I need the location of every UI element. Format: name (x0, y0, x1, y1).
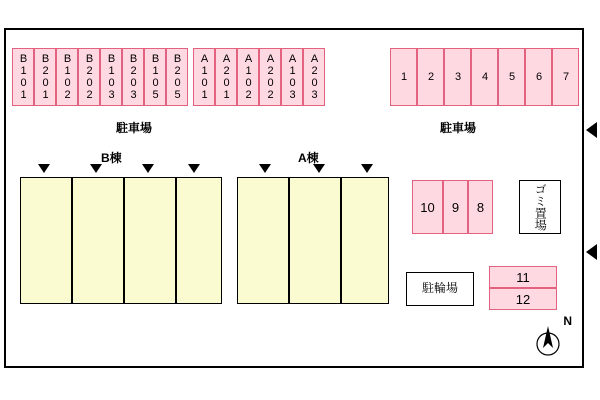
parking-stall[interactable]: B203 (122, 48, 144, 106)
entrance-arrow-icon (313, 164, 325, 173)
parking-stall[interactable]: 4 (471, 48, 498, 106)
building-a-unit[interactable] (341, 177, 389, 304)
parking-stall[interactable]: B202 (78, 48, 100, 106)
parking-stall[interactable]: B101 (12, 48, 34, 106)
building-a-unit[interactable] (237, 177, 289, 304)
compass-north-label: N (563, 314, 572, 328)
parking-stall[interactable]: A102 (237, 48, 259, 106)
entrance-arrow-icon (90, 164, 102, 173)
parking-stall[interactable]: B103 (100, 48, 122, 106)
entrance-arrow-icon (361, 164, 373, 173)
parking-stall[interactable]: A203 (303, 48, 325, 106)
entrance-arrow-icon (142, 164, 154, 173)
building-b-unit[interactable] (20, 177, 72, 304)
garbage-area-label: ゴミ置場 (533, 183, 548, 231)
parking-stall[interactable]: B102 (56, 48, 78, 106)
bicycle-parking-label: 駐輪場 (421, 281, 458, 296)
entrance-arrow-icon (259, 164, 271, 173)
parking-stall[interactable]: B205 (166, 48, 188, 106)
building-b-unit[interactable] (72, 177, 124, 304)
entrance-arrow-icon (38, 164, 50, 173)
parking-stall[interactable]: A201 (215, 48, 237, 106)
parking-stall[interactable]: 6 (525, 48, 552, 106)
parking-stall[interactable]: 1 (390, 48, 417, 106)
parking-stall[interactable]: 2 (417, 48, 444, 106)
parking-stall[interactable]: 8 (468, 180, 493, 234)
site-boundary (4, 28, 584, 368)
building-b-label: B棟 (101, 151, 122, 165)
parking-area-label-left: 駐車場 (116, 121, 153, 135)
parking-stall[interactable]: B201 (34, 48, 56, 106)
building-a-label: A棟 (298, 151, 319, 165)
building-b-unit[interactable] (124, 177, 176, 304)
parking-stall[interactable]: 9 (443, 180, 468, 234)
parking-stall[interactable]: A103 (281, 48, 303, 106)
parking-stall[interactable]: 12 (489, 288, 557, 310)
bicycle-parking-area[interactable] (406, 272, 474, 306)
parking-stall[interactable]: A101 (193, 48, 215, 106)
parking-stall[interactable]: A202 (259, 48, 281, 106)
road-access-arrow-icon (586, 122, 597, 138)
parking-stall[interactable]: 7 (552, 48, 579, 106)
building-a-unit[interactable] (289, 177, 341, 304)
parking-stall[interactable]: 11 (489, 266, 557, 288)
garbage-area[interactable] (519, 180, 561, 234)
parking-area-label-right: 駐車場 (440, 121, 477, 135)
road-access-arrow-icon (586, 244, 597, 260)
parking-stall[interactable]: 5 (498, 48, 525, 106)
parking-stall[interactable]: 3 (444, 48, 471, 106)
parking-stall[interactable]: 10 (412, 180, 443, 234)
parking-stall[interactable]: B105 (144, 48, 166, 106)
building-b-unit[interactable] (176, 177, 222, 304)
compass-rose (528, 316, 574, 362)
entrance-arrow-icon (188, 164, 200, 173)
